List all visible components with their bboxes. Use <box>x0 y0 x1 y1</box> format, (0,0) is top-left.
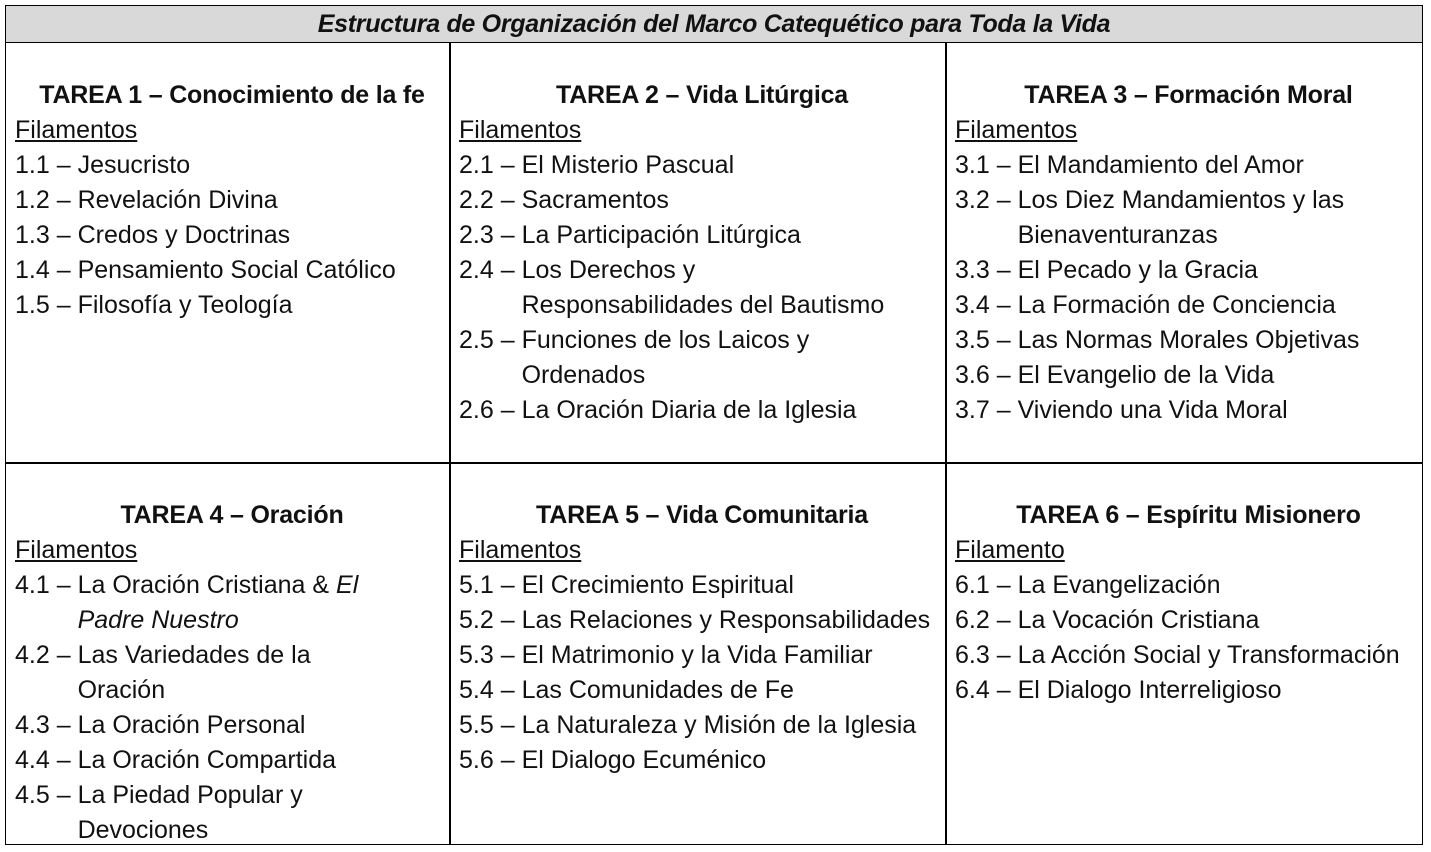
row-divider <box>6 462 1422 464</box>
list-item: 1.2 – Revelación Divina <box>15 186 278 214</box>
list-item: 1.1 – Jesucristo <box>15 151 191 179</box>
list-item: 3.4 – La Formación de Conciencia <box>955 291 1336 319</box>
list-item: 2.4 – Los Derechos y Responsabilidades del Bautismo <box>459 256 885 319</box>
list-item: 5.1 – El Crecimiento Espiritual <box>459 571 794 599</box>
list-item: 5.3 – El Matrimonio y la Vida Familiar <box>459 641 873 669</box>
task-cell-5 <box>450 498 945 778</box>
table-title: Estructura de Organización del Marco Catequético para Toda la Vida <box>6 6 1422 43</box>
list-item: 2.3 – La Participación Litúrgica <box>459 221 801 249</box>
task-subheading: Filamentos <box>955 116 1078 144</box>
task-cell-6 <box>946 498 1422 708</box>
list-item: 5.2 – Las Relaciones y Responsabilidades <box>459 606 931 634</box>
list-item: 6.1 – La Evangelización <box>955 571 1221 599</box>
task-heading: TAREA 3 – Formación Moral <box>1024 81 1353 109</box>
list-item: 2.2 – Sacramentos <box>459 186 669 214</box>
strand-list <box>459 148 945 428</box>
task-heading: TAREA 2 – Vida Litúrgica <box>555 81 849 109</box>
task-heading: TAREA 1 – Conocimiento de la fe <box>39 81 425 109</box>
list-item: 5.4 – Las Comunidades de Fe <box>459 676 794 704</box>
strand-list <box>15 148 449 323</box>
list-item: 4.4 – La Oración Compartida <box>15 746 337 774</box>
list-item: 1.3 – Credos y Doctrinas <box>15 221 291 249</box>
list-item: 4.3 – La Oración Personal <box>15 711 306 739</box>
list-item: 3.3 – El Pecado y la Gracia <box>955 256 1258 284</box>
strand-list <box>459 568 945 778</box>
strand-list <box>15 568 449 848</box>
list-item: 4.1 – La Oración Cristiana & El Padre Nuestro <box>15 571 359 634</box>
task-cell-1 <box>6 78 449 323</box>
task-cell-4 <box>6 498 449 848</box>
task-heading: TAREA 4 – Oración <box>120 501 344 529</box>
list-item: 6.2 – La Vocación Cristiana <box>955 606 1260 634</box>
list-item: 1.5 – Filosofía y Teología <box>15 291 293 319</box>
list-item: 4.5 – La Piedad Popular y Devociones <box>15 781 303 844</box>
task-subheading: Filamentos <box>459 116 582 144</box>
list-item: 5.5 – La Naturaleza y Misión de la Iglesia <box>459 711 917 739</box>
strand-list <box>955 568 1422 708</box>
list-item: 3.2 – Los Diez Mandamientos y las Bienaventuranzas <box>955 186 1345 249</box>
task-cell-3 <box>946 78 1422 428</box>
list-item: 1.4 – Pensamiento Social Católico <box>15 256 396 284</box>
list-item: 2.6 – La Oración Diaria de la Iglesia <box>459 396 857 424</box>
list-item: 5.6 – El Dialogo Ecuménico <box>459 746 767 774</box>
task-subheading: Filamentos <box>15 116 138 144</box>
list-item: 3.7 – Viviendo una Vida Moral <box>955 396 1288 424</box>
list-item: 2.1 – El Misterio Pascual <box>459 151 735 179</box>
list-item: 3.1 – El Mandamiento del Amor <box>955 151 1304 179</box>
list-item: 3.5 – Las Normas Morales Objetivas <box>955 326 1360 354</box>
catechetical-framework-table <box>5 5 1423 845</box>
strand-list <box>955 148 1422 428</box>
task-subheading: Filamentos <box>15 536 138 564</box>
task-heading: TAREA 6 – Espíritu Misionero <box>1016 501 1361 529</box>
task-cell-2 <box>450 78 945 428</box>
task-subheading: Filamento <box>955 536 1065 564</box>
list-item: 2.5 – Funciones de los Laicos y Ordenados <box>459 326 810 389</box>
list-item: 4.2 – Las Variedades de la Oración <box>15 641 311 704</box>
task-heading: TAREA 5 – Vida Comunitaria <box>536 501 868 529</box>
list-item: 6.4 – El Dialogo Interreligioso <box>955 676 1282 704</box>
list-item: 6.3 – La Acción Social y Transformación <box>955 641 1400 669</box>
task-subheading: Filamentos <box>459 536 582 564</box>
list-item: 3.6 – El Evangelio de la Vida <box>955 361 1275 389</box>
